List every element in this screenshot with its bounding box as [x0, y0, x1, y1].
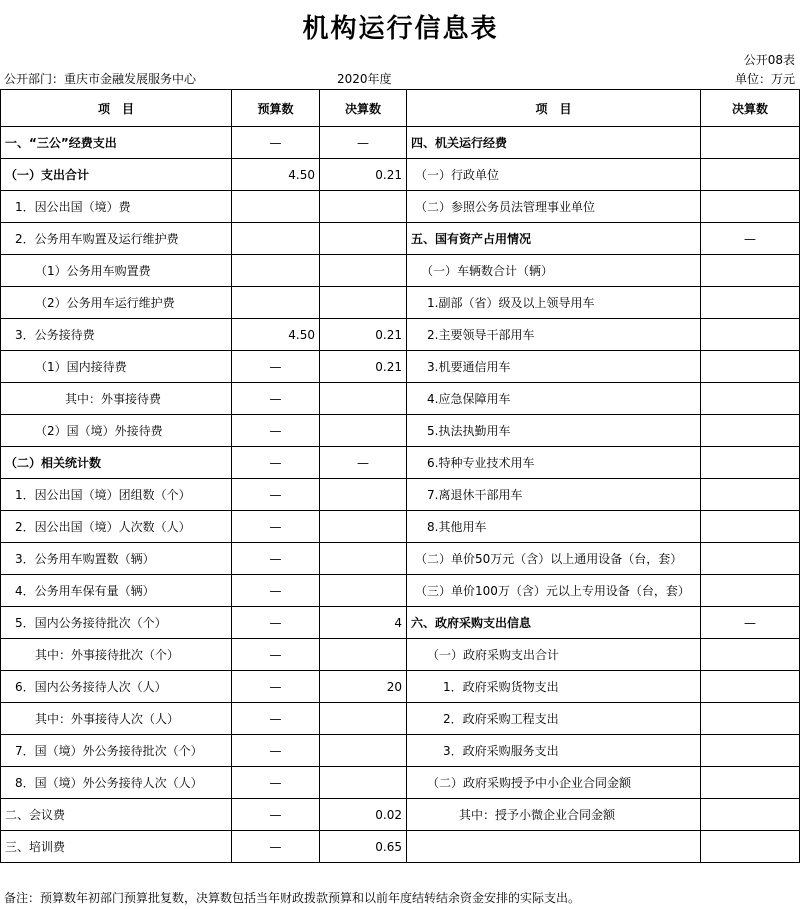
- left-actual: 0.65: [320, 831, 407, 863]
- table-row: [1, 799, 800, 831]
- table-row: [1, 159, 800, 191]
- right-label: （一）政府采购支出合计: [407, 639, 701, 671]
- header-budget: 预算数: [232, 90, 320, 127]
- table-row: [1, 383, 800, 415]
- left-label: 1．因公出国（境）费: [1, 191, 232, 223]
- right-actual: [701, 351, 800, 383]
- left-budget: [232, 255, 320, 287]
- left-budget: —: [232, 383, 320, 415]
- left-actual: 4: [320, 607, 407, 639]
- left-budget: —: [232, 703, 320, 735]
- table-row: [1, 223, 800, 255]
- left-budget: [232, 223, 320, 255]
- left-actual: [320, 191, 407, 223]
- unit-label: 单位：万元: [734, 72, 795, 86]
- left-actual: [320, 543, 407, 575]
- left-actual: [320, 575, 407, 607]
- left-label: 其中：外事接待人次（人）: [1, 703, 232, 735]
- left-actual: [320, 639, 407, 671]
- left-actual: [320, 735, 407, 767]
- table-row: [1, 543, 800, 575]
- year-label: 2020年度: [337, 72, 392, 86]
- right-label: （一）行政单位: [407, 159, 701, 191]
- table-row: [1, 671, 800, 703]
- left-label: （1）国内接待费: [1, 351, 232, 383]
- left-actual: 20: [320, 671, 407, 703]
- left-label: （1）公务用车购置费: [1, 255, 232, 287]
- left-budget: —: [232, 671, 320, 703]
- table-row: [1, 415, 800, 447]
- form-number: 公开08表: [743, 53, 795, 67]
- table-row: [1, 191, 800, 223]
- left-actual: —: [320, 447, 407, 479]
- right-label: 7.离退休干部用车: [407, 479, 701, 511]
- table-row: [1, 479, 800, 511]
- left-actual: 0.21: [320, 159, 407, 191]
- left-budget: [232, 287, 320, 319]
- right-actual: [701, 543, 800, 575]
- left-label: 5．国内公务接待批次（个）: [1, 607, 232, 639]
- left-actual: —: [320, 127, 407, 159]
- left-budget: —: [232, 767, 320, 799]
- right-label: 8.其他用车: [407, 511, 701, 543]
- left-label: 其中：外事接待批次（个）: [1, 639, 232, 671]
- right-actual: [701, 415, 800, 447]
- left-budget: —: [232, 351, 320, 383]
- left-actual: [320, 703, 407, 735]
- table-row: [1, 319, 800, 351]
- left-label: （一）支出合计: [1, 159, 232, 191]
- left-budget: 4.50: [232, 319, 320, 351]
- left-label: （2）国（境）外接待费: [1, 415, 232, 447]
- department-label: 公开部门：重庆市金融发展服务中心: [4, 72, 197, 86]
- right-actual: [701, 447, 800, 479]
- left-actual: 0.21: [320, 351, 407, 383]
- right-actual: [701, 767, 800, 799]
- table-row: [1, 511, 800, 543]
- left-budget: —: [232, 479, 320, 511]
- right-label: 1.副部（省）级及以上领导用车: [407, 287, 701, 319]
- left-label: 2．公务用车购置及运行维护费: [1, 223, 232, 255]
- left-budget: [232, 191, 320, 223]
- footnote: 备注：预算数年初部门预算批复数，决算数包括当年财政拨款预算和以前年度结转结余资金安排的实际支出。: [4, 891, 581, 905]
- right-actual: [701, 575, 800, 607]
- right-label: 3.机要通信用车: [407, 351, 701, 383]
- right-actual: [701, 191, 800, 223]
- left-budget: —: [232, 415, 320, 447]
- right-actual: [701, 735, 800, 767]
- header-item-right: 项 目: [407, 90, 701, 127]
- info-table: [0, 89, 800, 863]
- left-label: 二、会议费: [1, 799, 232, 831]
- table-row: [1, 127, 800, 159]
- left-budget: —: [232, 799, 320, 831]
- right-actual: [701, 287, 800, 319]
- right-label: （二）单价50万元（含）以上通用设备（台，套）: [407, 543, 701, 575]
- left-label: 6．国内公务接待人次（人）: [1, 671, 232, 703]
- table-row: [1, 351, 800, 383]
- left-label: 4．公务用车保有量（辆）: [1, 575, 232, 607]
- right-actual: [701, 671, 800, 703]
- left-label: （二）相关统计数: [1, 447, 232, 479]
- left-budget: —: [232, 639, 320, 671]
- table-row: [1, 255, 800, 287]
- left-label: 2．因公出国（境）人次数（人）: [1, 511, 232, 543]
- left-actual: [320, 415, 407, 447]
- left-label: 3．公务用车购置数（辆）: [1, 543, 232, 575]
- right-label: 4.应急保障用车: [407, 383, 701, 415]
- left-actual: [320, 511, 407, 543]
- left-actual: [320, 255, 407, 287]
- table-header-row: [1, 90, 800, 127]
- header-actual-right: 决算数: [701, 90, 800, 127]
- left-label: 一、“三公”经费支出: [1, 127, 232, 159]
- right-actual: [701, 255, 800, 287]
- right-label: 六、政府采购支出信息: [407, 607, 701, 639]
- table-row: [1, 767, 800, 799]
- right-label: 6.特种专业技术用车: [407, 447, 701, 479]
- left-budget: —: [232, 607, 320, 639]
- left-budget: —: [232, 735, 320, 767]
- right-label: [407, 831, 701, 863]
- right-actual: [701, 639, 800, 671]
- right-label: （三）单价100万（含）元以上专用设备（台，套）: [407, 575, 701, 607]
- table-row: [1, 575, 800, 607]
- right-label: （二）参照公务员法管理事业单位: [407, 191, 701, 223]
- right-actual: —: [701, 223, 800, 255]
- right-actual: [701, 511, 800, 543]
- table-row: [1, 447, 800, 479]
- left-actual: [320, 767, 407, 799]
- right-actual: [701, 831, 800, 863]
- left-actual: [320, 383, 407, 415]
- left-budget: —: [232, 831, 320, 863]
- right-label: 四、机关运行经费: [407, 127, 701, 159]
- right-label: 2．政府采购工程支出: [407, 703, 701, 735]
- right-actual: [701, 703, 800, 735]
- right-actual: [701, 799, 800, 831]
- left-budget: —: [232, 575, 320, 607]
- left-actual: 0.02: [320, 799, 407, 831]
- left-label: 3．公务接待费: [1, 319, 232, 351]
- left-actual: [320, 479, 407, 511]
- right-label: 1．政府采购货物支出: [407, 671, 701, 703]
- table-row: [1, 831, 800, 863]
- left-label: 1．因公出国（境）团组数（个）: [1, 479, 232, 511]
- left-budget: 4.50: [232, 159, 320, 191]
- table-row: [1, 639, 800, 671]
- table-row: [1, 703, 800, 735]
- right-actual: [701, 479, 800, 511]
- right-actual: [701, 127, 800, 159]
- table-row: [1, 607, 800, 639]
- left-actual: [320, 223, 407, 255]
- right-label: 其中：授予小微企业合同金额: [407, 799, 701, 831]
- left-budget: —: [232, 447, 320, 479]
- right-actual: [701, 319, 800, 351]
- left-budget: —: [232, 127, 320, 159]
- right-label: 3．政府采购服务支出: [407, 735, 701, 767]
- right-actual: —: [701, 607, 800, 639]
- right-actual: [701, 383, 800, 415]
- header-item: 项 目: [1, 90, 232, 127]
- left-actual: 0.21: [320, 319, 407, 351]
- header-actual: 决算数: [320, 90, 407, 127]
- left-label: 三、培训费: [1, 831, 232, 863]
- right-label: 2.主要领导干部用车: [407, 319, 701, 351]
- right-label: （一）车辆数合计（辆）: [407, 255, 701, 287]
- page-title: 机构运行信息表: [302, 14, 499, 44]
- left-label: （2）公务用车运行维护费: [1, 287, 232, 319]
- right-label: （二）政府采购授予中小企业合同金额: [407, 767, 701, 799]
- left-budget: —: [232, 543, 320, 575]
- left-label: 7．国（境）外公务接待批次（个）: [1, 735, 232, 767]
- right-actual: [701, 159, 800, 191]
- left-budget: —: [232, 511, 320, 543]
- table-row: [1, 287, 800, 319]
- right-label: 五、国有资产占用情况: [407, 223, 701, 255]
- table-row: [1, 735, 800, 767]
- right-label: 5.执法执勤用车: [407, 415, 701, 447]
- left-label: 其中：外事接待费: [1, 383, 232, 415]
- left-actual: [320, 287, 407, 319]
- left-label: 8．国（境）外公务接待人次（人）: [1, 767, 232, 799]
